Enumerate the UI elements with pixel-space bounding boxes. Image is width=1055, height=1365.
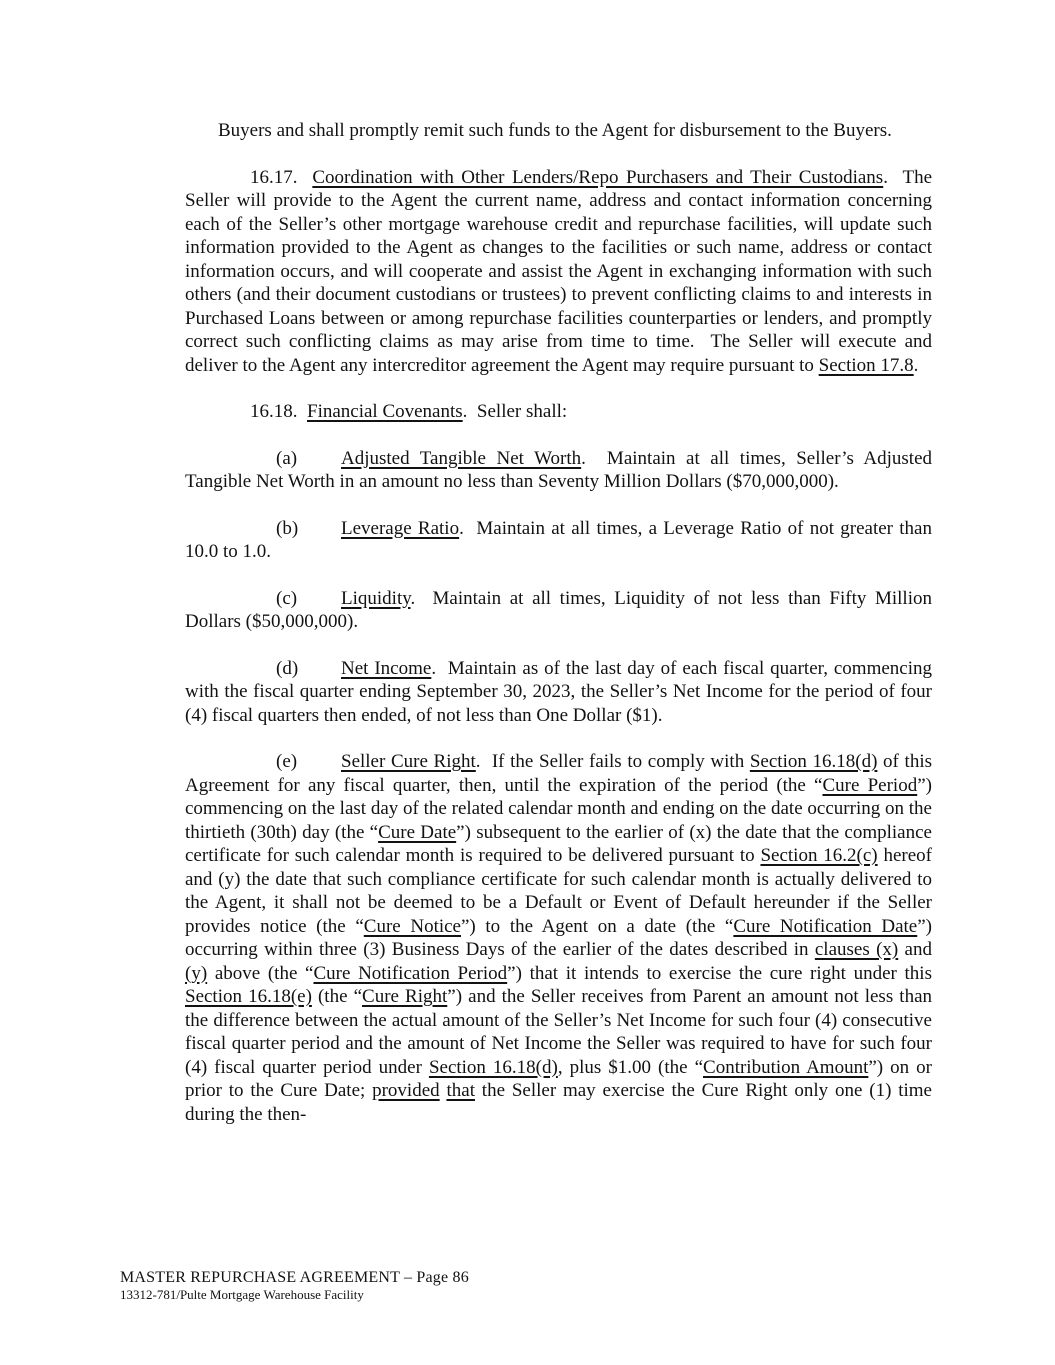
underlined-term: Net Income — [341, 657, 432, 679]
paragraph-covenant-c — [185, 587, 937, 634]
underlined-term: Leverage Ratio — [341, 517, 460, 539]
document-body — [185, 119, 937, 1149]
underlined-term: clauses (x) — [814, 939, 899, 960]
underlined-term: Section 17.8 — [818, 354, 914, 376]
text-run: 16.18. — [250, 401, 307, 422]
text-run: Buyers and shall promptly remit such funds to the Agent for disbursement to the Buyers. — [218, 120, 892, 141]
text-run: . The Seller will provide to the Agent the current name, address and contact information concerning each of the Seller’s other mortgage warehouse credit and repurchase facilities, will update such information provided to the Agent as changes to the facilities or such name, address or contact information occurs, and will cooperate and assist the Agent in exchanging information with such others (and their document custodians or trustees) to prevent conflicting claims to and interests in Purchased Loans between or among repurchase facilities counterparties or lenders, and promptly correct such conflicting claims as may arise from time to time. The Seller will execute and deliver to the Agent any intercreditor agreement the Agent may require pursuant to — [185, 166, 937, 376]
underlined-term: provided — [372, 1080, 440, 1101]
text-run: . — [913, 354, 919, 376]
underlined-term: Section 16.2(c) — [760, 845, 878, 866]
text-run: , plus $1.00 (the “ — [557, 1056, 704, 1078]
underlined-term: Cure Notification Period — [313, 962, 508, 984]
text-run: (the “ — [311, 986, 363, 1007]
text-run: . Maintain at all times, Liquidity of not less than Fifty Million Dollars ($50,000,000). — [185, 587, 937, 632]
page-footer — [120, 1268, 469, 1303]
text-run: ”) to the Agent on a date (the “ — [461, 915, 734, 937]
text-run: . Maintain at all times, a Leverage Ratio of not greater than 10.0 to 1.0. — [185, 517, 937, 562]
paragraph-covenant-a — [185, 447, 937, 494]
list-item-label: (c) — [276, 587, 298, 609]
underlined-term: Coordination with Other Lenders/Repo Purchasers and Their Custodians — [312, 166, 884, 188]
text-run: 16.17. — [250, 166, 313, 188]
text-run: ”) and the Seller receives from Parent an amount not less than the difference between the actual amount of the Seller’s Net Income for such four (4) consecutive fiscal quarter period and the amount of Net Income the Seller was required to have for such four (4) fiscal quarter period under — [185, 986, 937, 1078]
list-item-label: (e) — [276, 751, 298, 772]
underlined-term: Cure Notice — [363, 915, 461, 937]
text-run: above (the “ — [207, 962, 314, 984]
text-run: of this Agreement for any fiscal quarter, then, until the expiration of the period (the “ — [185, 751, 936, 796]
underlined-term: Cure Right — [362, 986, 448, 1007]
text-run: . If the Seller fails to comply with — [475, 751, 750, 772]
text-run: and — [898, 939, 937, 960]
paragraph-section-16-17 — [185, 166, 937, 378]
underlined-term: that — [446, 1080, 475, 1101]
text-run: . Seller shall: — [462, 401, 568, 422]
underlined-term: Seller Cure Right — [341, 751, 476, 772]
list-item-label: (a) — [276, 447, 298, 469]
underlined-term: Section 16.18(d) — [428, 1056, 558, 1078]
underlined-term: Financial Covenants — [307, 401, 463, 422]
paragraph-covenant-b — [185, 517, 937, 564]
text-run: ”) subsequent to the earlier of (x) the date that the compliance certificate for such calendar month is required to be delivered pursuant to — [185, 821, 937, 866]
underlined-term: Cure Period — [822, 774, 918, 796]
underlined-term: Cure Notification Date — [733, 915, 918, 937]
list-item-label: (b) — [276, 517, 299, 539]
underlined-term: Contribution Amount — [703, 1056, 869, 1078]
paragraph-covenant-e — [185, 750, 937, 1126]
underlined-term: Liquidity — [341, 587, 411, 609]
text-run: ”) on or prior to the Cure Date; — [185, 1056, 937, 1101]
text-run: ”) that it intends to exercise the cure right under this — [507, 962, 937, 984]
underlined-term: Adjusted Tangible Net Worth — [341, 447, 582, 469]
paragraph-covenant-d — [185, 657, 937, 728]
underlined-term: Cure Date — [378, 821, 457, 843]
text-run: ”) commencing on the last day of the related calendar month and ending on the date occurring on the thirtieth (30th) day (the “ — [185, 774, 937, 843]
underlined-term: (y) — [185, 962, 208, 984]
text-run: the Seller may exercise the Cure Right only one (1) time during the then- — [185, 1080, 937, 1125]
paragraph-continuation-buyers — [218, 119, 932, 143]
paragraph-section-16-18 — [185, 400, 932, 424]
footer-document-title: MASTER REPURCHASE AGREEMENT – Page 86 — [120, 1269, 469, 1286]
text-run: hereof and (y) the date that such compliance certificate for such calendar month is actually delivered to the Agent, it shall not be deemed to be a Default or Event of Default hereunder if the Seller provides notice (the “ — [185, 845, 937, 937]
footer-matter-reference: 13312-781/Pulte Mortgage Warehouse Facility — [120, 1287, 364, 1302]
text-run: . Maintain as of the last day of each fiscal quarter, commencing with the fiscal quarter ending September 30, 2023, the Seller’s Net Income for the period of four (4) fiscal quarters then ended, of not less than One Dollar ($1). — [185, 657, 937, 726]
text-run: . Maintain at all times, Seller’s Adjusted Tangible Net Worth in an amount no less than Seventy Million Dollars ($70,000,000). — [185, 447, 937, 492]
list-item-label: (d) — [276, 657, 299, 679]
underlined-term: Section 16.18(d) — [749, 751, 878, 772]
underlined-term: Section 16.18(e) — [185, 986, 312, 1007]
text-run: ”) occurring within three (3) Business Days of the earlier of the dates described in — [185, 915, 937, 960]
